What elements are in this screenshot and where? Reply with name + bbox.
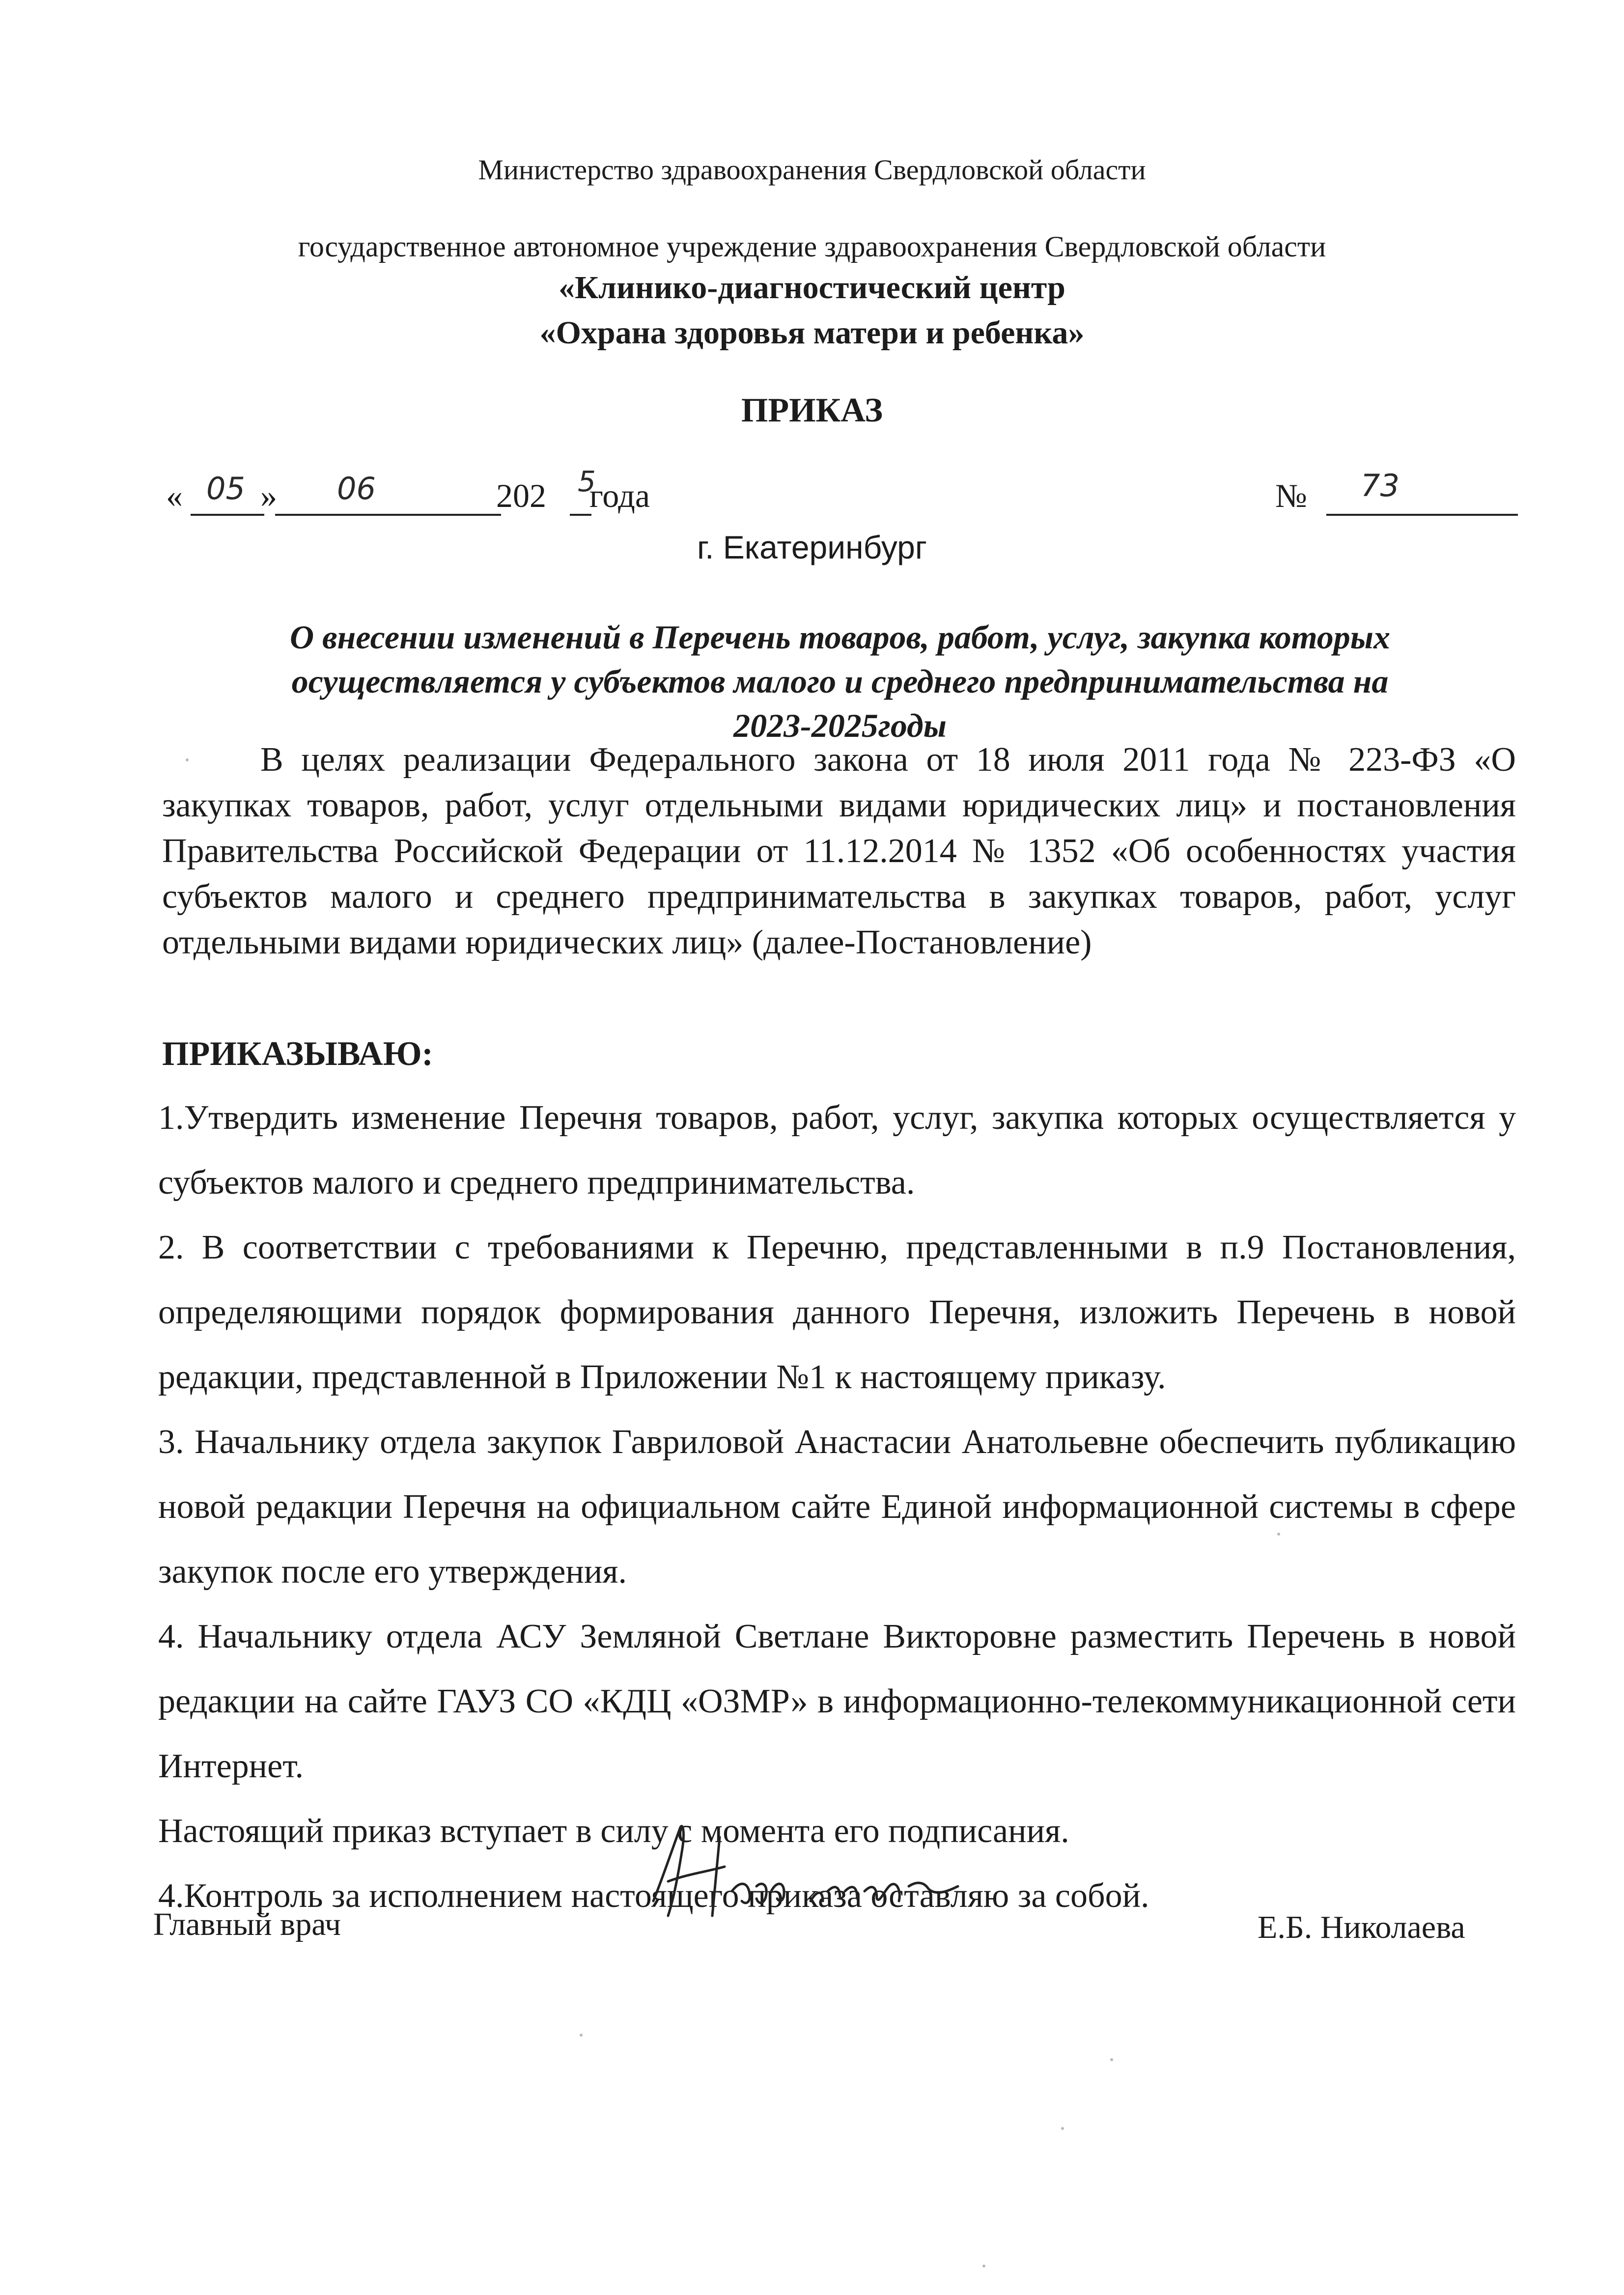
date-month-underline <box>275 514 501 516</box>
order-subject <box>162 615 1518 748</box>
order-items <box>158 1086 1516 1929</box>
scan-speck <box>186 758 189 761</box>
subject-line-1: О внесении изменений в Перечень товаров, работ, услуг, закупка которых <box>290 618 1390 656</box>
date-close-quote: » <box>260 477 277 514</box>
signatory-name: Е.Б. Николаева <box>1258 1909 1465 1945</box>
date-day-handwritten: 05 <box>206 471 245 506</box>
ministry-name: Министерство здравоохранения Свердловской области <box>478 154 1146 186</box>
order-number-handwritten: 73 <box>1361 468 1400 504</box>
scan-speck <box>580 2034 583 2037</box>
order-item: 1.Утвердить изменение Перечня товаров, работ, услуг, закупка которых осуществляется у субъектов малого и среднего предпринимательства. <box>158 1099 1516 1202</box>
order-number-label: № <box>1275 477 1307 514</box>
order-directive-heading: ПРИКАЗЫВАЮ: <box>162 1035 433 1073</box>
scan-speck <box>982 2265 985 2267</box>
order-item: 4. Начальнику отдела АСУ Земляной Светлане Викторовне разместить Перечень в новой редакции на сайте ГАУЗ СО «КДЦ «ОЗМР» в информационно-телекоммуникационной сети Интернет. <box>158 1618 1516 1785</box>
order-item: 3. Начальнику отдела закупок Гавриловой Анастасии Анатольевне обеспечить публикацию новой редакции Перечня на официальном сайте Единой информационной системы в сфере закупок после его утверждения. <box>158 1423 1516 1591</box>
date-open-quote: « <box>166 477 183 514</box>
subject-line-3: 2023-2025годы <box>733 707 947 744</box>
scan-speck <box>1277 1533 1280 1536</box>
preamble-paragraph: В целях реализации Федерального закона от 18 июля 2011 года № 223-ФЗ «О закупках товаров, работ, услуг отдельными видами юридических лиц» и постановления Правительства Российской Федерации от 11.12.2014 № 1352 «Об особенностях участия субъектов малого и среднего предпринимательства в закупках товаров, работ, услуг отдельными видами юридических лиц» (далее-Постановление) <box>162 741 1516 961</box>
order-item: 2. В соответствии с требованиями к Перечню, представленными в п.9 Постановления, определяющими порядок формирования данного Перечня, изложить Перечень в новой редакции, представленной в Приложении №1 к настоящему приказу. <box>158 1229 1516 1396</box>
order-item: 4.Контроль за исполнением настоящего приказа оставляю за собой. <box>158 1877 1149 1915</box>
date-year-underline <box>570 514 591 516</box>
signatory-title: Главный врач <box>153 1906 341 1942</box>
institution-name: государственное автономное учреждение здравоохранения Свердловской области <box>298 230 1326 263</box>
order-number-underline <box>1326 514 1518 516</box>
date-year-prefix: 202 <box>496 477 546 514</box>
scan-speck <box>1061 2127 1064 2130</box>
document-title: ПРИКАЗ <box>741 392 883 429</box>
date-day-underline <box>191 514 264 516</box>
handwritten-signature <box>634 1818 1007 1935</box>
order-item: Настоящий приказ вступает в силу с момента его подписания. <box>158 1812 1069 1850</box>
scan-speck <box>1110 2058 1113 2061</box>
city: г. Екатеринбург <box>697 529 927 565</box>
date-month-handwritten: 06 <box>337 471 376 506</box>
subject-line-2: осуществляется у субъектов малого и среднего предпринимательства на <box>291 663 1389 700</box>
date-year-digit-handwritten: 5 <box>578 465 596 498</box>
date-year-suffix: года <box>589 477 650 514</box>
center-name-line1: «Клинико-диагностический центр <box>559 270 1065 306</box>
center-name-line2: «Охрана здоровья матери и ребенка» <box>539 315 1085 351</box>
